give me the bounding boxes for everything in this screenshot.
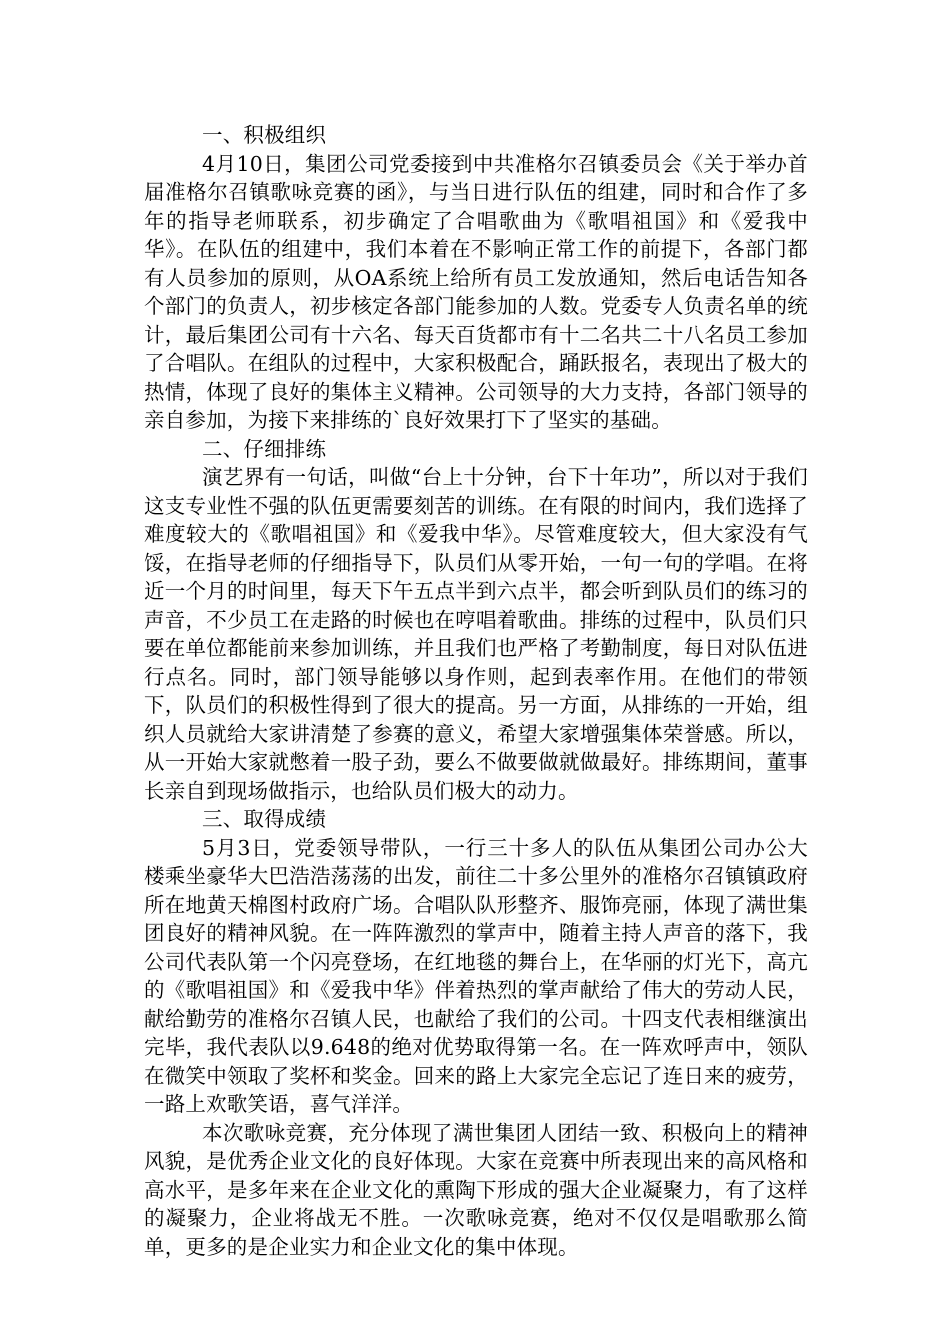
section-results <box>144 805 808 1261</box>
paragraph: 5月3日，党委领导带队，一行三十多人的队伍从集团公司办公大楼乘坐豪华大巴浩浩荡荡的出发，前往二十多公里外的准格尔召镇镇政府所在地黄天棉图村政府广场。合唱队队形整齐、服饰亮丽，体现了满世集团良好的精神风貌。在一阵阵激烈的掌声中，随着主持人声音的落下，我公司代表队第一个闪亮登场，在红地毯的舞台上，在华丽的灯光下，高亢的《歌唱祖国》和《爱我中华》伴着热烈的掌声献给了伟大的劳动人民，献给勤劳的准格尔召镇人民，也献给了我们的公司。十四支代表相继演出完毕，我代表队以9.648的绝对优势取得第一名。在一阵欢呼声中，领队在微笑中领取了奖杯和奖金。回来的路上大家完全忘记了连日来的疲劳，一路上欢歌笑语，喜气洋洋。 <box>144 835 808 1116</box>
document-page <box>144 121 808 1261</box>
paragraph: 演艺界有一句话，叫做“台上十分钟，台下十年功”，所以对于我们这支专业性不强的队伍更需要刻苦的训练。在有限的时间内，我们选择了难度较大的《歌唱祖国》和《爱我中华》。尽管难度较大，但大家没有气馁，在指导老师的仔细指导下，队员们从零开始，一句一句的学唱。在将近一个月的时间里，每天下午五点半到六点半，都会听到队员们的练习的声音，不少员工在走路的时候也在哼唱着歌曲。排练的过程中，队员们只要在单位都能前来参加训练，并且我们也严格了考勤制度，每日对队伍进行点名。同时，部门领导能够以身作则，起到表率作用。在他们的带领下，队员们的积极性得到了很大的提高。另一方面，从排练的一开始，组织人员就给大家讲清楚了参赛的意义，希望大家增强集体荣誉感。所以，从一开始大家就憋着一股子劲，要么不做要做就做最好。排练期间，董事长亲自到现场做指示，也给队员们极大的动力。 <box>144 465 808 803</box>
paragraph: 4月10日，集团公司党委接到中共准格尔召镇委员会《关于举办首届准格尔召镇歌咏竞赛的函》，与当日进行队伍的组建，同时和合作了多年的指导老师联系，初步确定了合唱歌曲为《歌唱祖国》和《爱我中华》。在队伍的组建中，我们本着在不影响正常工作的前提下，各部门都有人员参加的原则，从OA系统上给所有员工发放通知，然后电话告知各个部门的负责人，初步核定各部门能参加的人数。党委专人负责名单的统计，最后集团公司有十六名、每天百货都市有十二名共二十八名员工参加了合唱队。在组队的过程中，大家积极配合，踊跃报名，表现出了极大的热情，体现了良好的集体主义精神。公司领导的大力支持，各部门领导的亲自参加，为接下来排练的`良好效果打下了坚实的基础。 <box>144 151 808 432</box>
section-heading: 二、仔细排练 <box>202 436 327 461</box>
section-organize <box>144 121 808 435</box>
section-heading: 一、积极组织 <box>202 123 327 147</box>
paragraph: 本次歌咏竞赛，充分体现了满世集团人团结一致、积极向上的精神风貌，是优秀企业文化的良好体现。大家在竞赛中所表现出来的高风格和高水平，是多年来在企业文化的熏陶下形成的强大企业凝聚力，有了这样的凝聚力，企业将战无不胜。一次歌咏竞赛，绝对不仅仅是唱歌那么简单，更多的是企业实力和企业文化的集中体现。 <box>144 1120 808 1259</box>
section-rehearse <box>144 435 808 806</box>
section-heading: 三、取得成绩 <box>202 807 327 831</box>
